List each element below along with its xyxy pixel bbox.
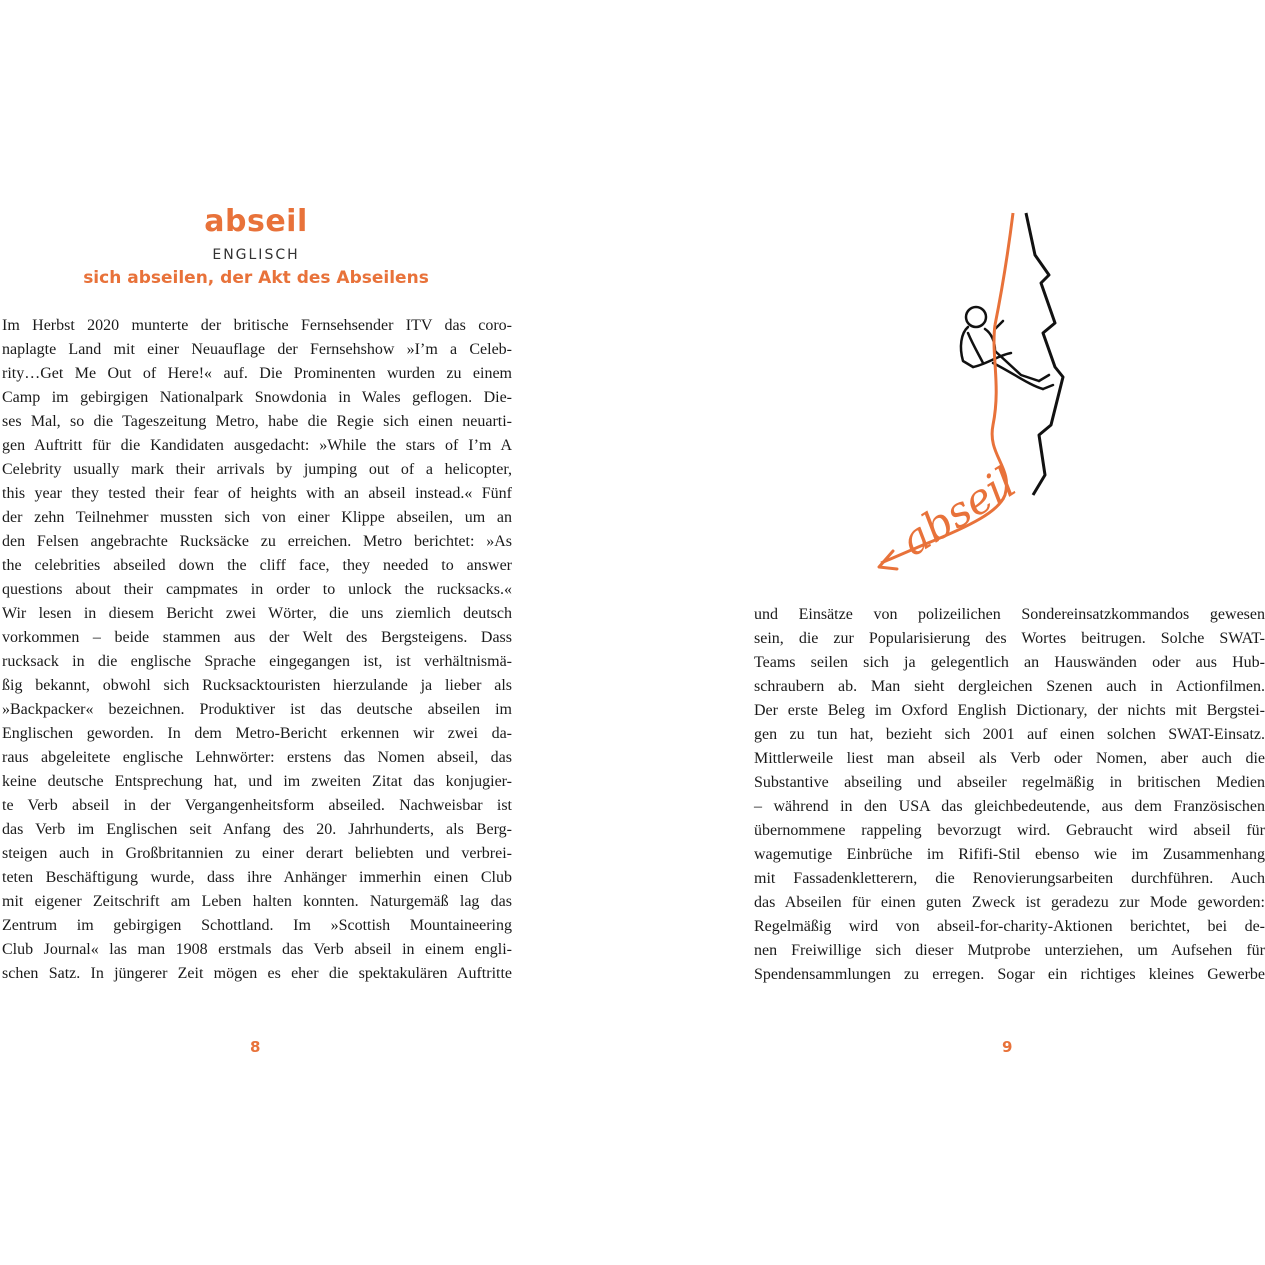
rock-face-outline [1026, 213, 1063, 495]
text-line: der zehn Teilnehmer mussten sich von einer Klippe abseilen, um an [2, 509, 512, 526]
text-line: Wir lesen in diesem Bericht zwei Wörter, die uns ziemlich deutsch [2, 605, 512, 622]
text-line: »Backpacker« bezeichnen. Produktiver ist das deutsche abseilen im [2, 701, 512, 718]
text-line: nen Freiwillige sich dieser Mutprobe unterziehen, um Aufsehen für [754, 942, 1265, 959]
text-line: – während in den USA das gleichbedeutende, aus dem Französischen [754, 798, 1265, 815]
text-line: Celebrity usually mark their arrivals by jumping out of a helicopter, [2, 461, 512, 478]
page-number-right: 9 [1002, 1038, 1013, 1056]
text-line: te Verb abseil in der Vergangenheitsform abseiled. Nachweisbar ist [2, 797, 512, 814]
text-line: schraubern ab. Man sieht dergleichen Szenen auch in Actionfilmen. [754, 678, 1265, 695]
text-line: ses Mal, so die Tageszeitung Metro, habe die Regie sich einen neuarti- [2, 413, 512, 430]
page-number-left: 8 [250, 1038, 261, 1056]
text-line: keine deutsche Entsprechung hat, und im zweiten Zitat das konjugier- [2, 773, 512, 790]
text-line: mit eigener Zeitschrift am Leben halten konnten. Naturgemäß lag das [2, 893, 512, 910]
text-line: schen Satz. In jüngerer Zeit mögen es eher die spektakulären Auftritte [2, 965, 512, 982]
text-line: Englischen geworden. In dem Metro-Bericht erkennen wir zwei da- [2, 725, 512, 742]
text-line: und Einsätze von polizeilichen Sondereinsatzkommandos gewesen [754, 606, 1265, 623]
climber-figure [961, 307, 1053, 389]
text-line: mit Fassadenkletterern, die Renovierungsarbeiten durchführen. Auch [754, 870, 1265, 887]
rope [995, 213, 1013, 325]
text-line: wagemutige Einbrüche im Rififi-Stil ebenso wie im Zusammenhang [754, 846, 1265, 863]
text-line: naplagte Land mit einer Neuauflage der Fernsehshow »I’m a Celeb- [2, 341, 512, 358]
text-line: gen Auftritt für die Kandidaten ausgedacht: »While the stars of I’m A [2, 437, 512, 454]
abseiling-climber-illustration [863, 205, 1103, 585]
illustration-word: abseil [892, 457, 1025, 566]
text-line: Mittlerweile liest man abseil als Verb oder Nomen, aber auch die [754, 750, 1265, 767]
entry-meaning: sich abseilen, der Akt des Abseilens [83, 268, 429, 288]
text-line: Im Herbst 2020 munterte der britische Fernsehsender ITV das coro- [2, 317, 512, 334]
text-line: vorkommen – beide stammen aus der Welt des Bergsteigens. Dass [2, 629, 512, 646]
text-line: teten Beschäftigung wurde, dass ihre Anhänger immerhin einen Club [2, 869, 512, 886]
text-line: gen zu tun hat, bezieht sich 2001 auf einen solchen SWAT-Einsatz. [754, 726, 1265, 743]
left-body-text [2, 314, 512, 986]
text-line: Der erste Beleg im Oxford English Dictionary, der nichts mit Bergstei- [754, 702, 1265, 719]
text-line: rity…Get Me Out of Here!« auf. Die Prominenten wurden zu einem [2, 365, 512, 382]
entry-language: ENGLISCH [212, 247, 300, 263]
text-line: Teams seilen sich ja gelegentlich an Hauswänden oder aus Hub- [754, 654, 1265, 671]
left-page [0, 0, 632, 1265]
text-line: raus abgeleitete englische Lehnwörter: erstens das Nomen abseil, das [2, 749, 512, 766]
entry-headword: abseil [204, 204, 308, 239]
text-line: this year they tested their fear of heights with an abseil instead.« Fünf [2, 485, 512, 502]
text-line: das Abseilen für einen guten Zweck ist geradezu zur Mode geworden: [754, 894, 1265, 911]
text-line: Regelmäßig wird von abseil-for-charity-Aktionen berichtet, bei de- [754, 918, 1265, 935]
text-line: rucksack in die englische Sprache eingegangen ist, ist verhältnismä- [2, 653, 512, 670]
text-line: Zentrum im gebirgigen Schottland. Im »Scottish Mountaineering [2, 917, 512, 934]
text-line: steigen auch in Großbritannien zu einer derart beliebten und verbrei- [2, 845, 512, 862]
text-line: den Felsen angebrachte Rucksäcke zu erreichen. Metro berichtet: »As [2, 533, 512, 550]
right-body-text [754, 603, 1265, 987]
right-page [633, 0, 1265, 1265]
text-line: Spendensammlungen zu erregen. Sogar ein richtiges kleines Gewerbe [754, 966, 1265, 983]
text-line: übernommene rappeling bevorzugt wird. Gebraucht wird abseil für [754, 822, 1265, 839]
text-line: questions about their campmates in order to unlock the rucksacks.« [2, 581, 512, 598]
text-line: ßig bekannt, obwohl sich Rucksacktouristen hierzulande ja lieber als [2, 677, 512, 694]
text-line: Substantive abseiling und abseiler regelmäßig in britischen Medien [754, 774, 1265, 791]
text-line: sein, die zur Popularisierung des Wortes beitrugen. Solche SWAT- [754, 630, 1265, 647]
text-line: the celebrities abseiled down the cliff face, they needed to answer [2, 557, 512, 574]
text-line: das Verb im Englischen seit Anfang des 20. Jahrhunderts, als Berg- [2, 821, 512, 838]
text-line: Camp im gebirgigen Nationalpark Snowdonia in Wales geflogen. Die- [2, 389, 512, 406]
text-line: Club Journal« las man 1908 erstmals das Verb abseil in einem engli- [2, 941, 512, 958]
